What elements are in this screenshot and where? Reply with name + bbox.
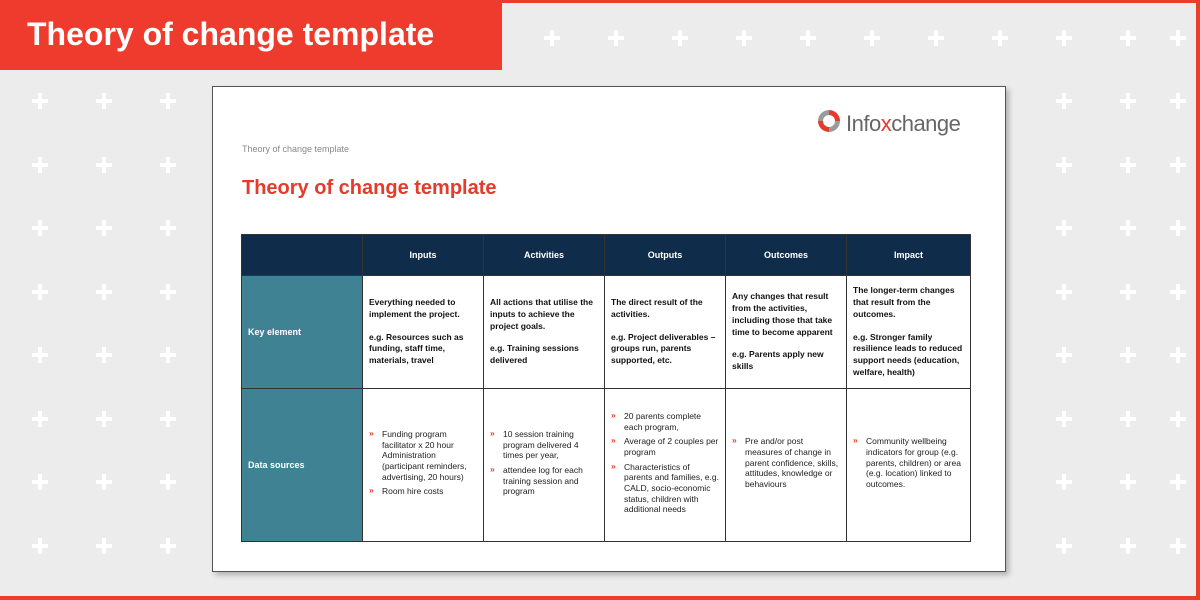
list-item: » 10 session training program delivered 4 times per year, — [490, 429, 598, 461]
header-cell-blank — [242, 235, 363, 276]
plus-icon — [159, 473, 177, 491]
cell-text: All actions that utilise the inputs to achieve the project goals. — [490, 296, 593, 331]
plus-icon — [1119, 346, 1137, 364]
plus-icon — [159, 283, 177, 301]
logo-text-info: Info — [846, 111, 881, 136]
plus-icon — [159, 410, 177, 428]
plus-icon — [1055, 537, 1073, 555]
row-label-data-sources: Data sources — [242, 389, 363, 542]
cell-text: Everything needed to implement the project. — [369, 296, 460, 319]
plus-icon — [31, 346, 49, 364]
plus-icon — [95, 219, 113, 237]
data-sources-cell-impact — [847, 389, 971, 542]
plus-icon — [1169, 283, 1187, 301]
list-item: » Average of 2 couples per program — [611, 436, 719, 457]
plus-icon — [1169, 219, 1187, 237]
list-item: » Pre and/or post measures of change in parent confidence, skills, attitudes, knowledge or behaviours — [732, 436, 840, 489]
plus-icon — [1119, 537, 1137, 555]
list-item: » attendee log for each training session and program — [490, 465, 598, 497]
header-cell-activities: Activities — [484, 235, 605, 276]
cell-example: e.g. Training sessions delivered — [490, 343, 579, 366]
document-preview — [212, 86, 1006, 572]
theory-of-change-table — [241, 234, 971, 542]
header-cell-impact: Impact — [847, 235, 971, 276]
cell-example: e.g. Project deliverables – groups run, parents supported, etc. — [611, 331, 716, 366]
list-item: » 20 parents complete each program, — [611, 411, 719, 432]
plus-icon — [735, 29, 753, 47]
logo-text-x: x — [880, 111, 892, 136]
plus-icon — [159, 156, 177, 174]
plus-icon — [1055, 410, 1073, 428]
plus-icon — [607, 29, 625, 47]
plus-icon — [1119, 473, 1137, 491]
data-sources-cell-activities — [484, 389, 605, 542]
plus-icon — [31, 219, 49, 237]
plus-icon — [1119, 219, 1137, 237]
title-banner — [0, 0, 502, 70]
key-element-cell-impact — [847, 276, 971, 389]
plus-icon — [863, 29, 881, 47]
key-element-cell-activities — [484, 276, 605, 389]
plus-icon — [159, 346, 177, 364]
list-item: » Room hire costs — [369, 486, 477, 497]
plus-icon — [1169, 92, 1187, 110]
list-item: » Funding program facilitator x 20 hour Administration (participant reminders, advertising, 20 hours) — [369, 429, 477, 482]
plus-icon — [1055, 156, 1073, 174]
plus-icon — [1119, 156, 1137, 174]
plus-icon — [671, 29, 689, 47]
table-row-data-sources — [242, 389, 971, 542]
key-element-cell-inputs — [363, 276, 484, 389]
cell-example: e.g. Resources such as funding, staff time, materials, travel — [369, 331, 464, 366]
key-element-cell-outcomes — [726, 276, 847, 389]
plus-icon — [1169, 29, 1187, 47]
table-header-row — [242, 235, 971, 276]
plus-icon — [159, 219, 177, 237]
data-sources-cell-outcomes — [726, 389, 847, 542]
table-row-key-element — [242, 276, 971, 389]
row-label-key-element: Key element — [242, 276, 363, 389]
plus-icon — [159, 537, 177, 555]
plus-icon — [31, 537, 49, 555]
plus-icon — [1169, 473, 1187, 491]
infoxchange-logo-icon — [816, 108, 842, 134]
document-header-text: Theory of change template — [242, 144, 350, 154]
plus-icon — [543, 29, 561, 47]
cell-text: The direct result of the activities. — [611, 296, 703, 319]
plus-icon — [95, 346, 113, 364]
plus-icon — [1169, 537, 1187, 555]
plus-icon — [1119, 283, 1137, 301]
key-element-cell-outputs — [605, 276, 726, 389]
plus-icon — [159, 92, 177, 110]
cell-text: The longer-term changes that result from the outcomes. — [853, 284, 955, 319]
plus-icon — [31, 410, 49, 428]
plus-icon — [95, 537, 113, 555]
plus-icon — [1055, 92, 1073, 110]
plus-icon — [95, 410, 113, 428]
plus-icon — [95, 283, 113, 301]
list-item: » Characteristics of parents and families, e.g. CALD, socio-economic status, children with additional needs — [611, 462, 719, 515]
plus-icon — [927, 29, 945, 47]
plus-icon — [95, 156, 113, 174]
plus-icon — [799, 29, 817, 47]
plus-icon — [1169, 156, 1187, 174]
cell-text: Any changes that result from the activities, including those that take time to become apparent — [732, 290, 833, 337]
plus-icon — [31, 92, 49, 110]
header-cell-outcomes: Outcomes — [726, 235, 847, 276]
plus-icon — [1055, 29, 1073, 47]
document-title: Theory of change template — [242, 177, 497, 199]
plus-icon — [1119, 92, 1137, 110]
plus-icon — [31, 473, 49, 491]
plus-icon — [95, 92, 113, 110]
infoxchange-logo — [816, 108, 961, 136]
cell-example: e.g. Stronger family resilience leads to reduced support needs (education, welfare, health) — [853, 331, 963, 378]
banner-title: Theory of change template — [27, 16, 435, 52]
plus-icon — [31, 156, 49, 174]
frame-bottom-border — [0, 596, 1200, 600]
plus-icon — [95, 473, 113, 491]
plus-icon — [1119, 410, 1137, 428]
data-sources-cell-inputs — [363, 389, 484, 542]
list-item: » Community wellbeing indicators for group (e.g. parents, children) or area (e.g. location) linked to outcomes. — [853, 436, 964, 489]
plus-icon — [991, 29, 1009, 47]
plus-icon — [31, 283, 49, 301]
plus-icon — [1055, 473, 1073, 491]
plus-icon — [1169, 346, 1187, 364]
logo-text-change: change — [891, 111, 961, 136]
header-cell-outputs: Outputs — [605, 235, 726, 276]
cell-example: e.g. Parents apply new skills — [732, 349, 824, 372]
plus-icon — [1055, 219, 1073, 237]
logo-wordmark — [846, 111, 960, 137]
plus-icon — [1055, 283, 1073, 301]
plus-icon — [1119, 29, 1137, 47]
plus-icon — [1055, 346, 1073, 364]
data-sources-cell-outputs — [605, 389, 726, 542]
frame-right-border — [1196, 0, 1200, 600]
plus-icon — [1169, 410, 1187, 428]
header-cell-inputs: Inputs — [363, 235, 484, 276]
